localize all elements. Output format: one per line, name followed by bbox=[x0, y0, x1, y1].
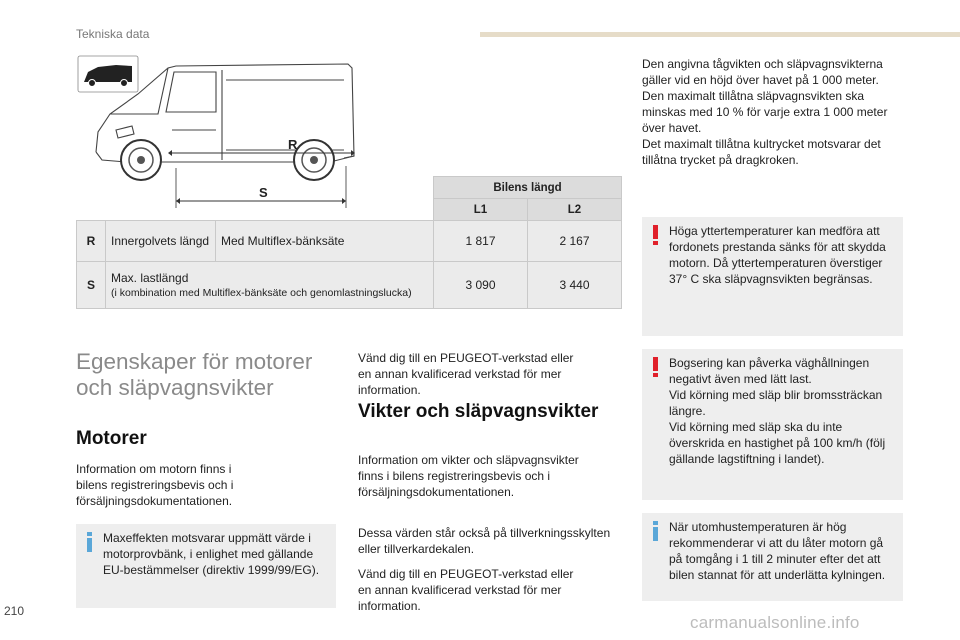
row-label: Max. lastlängd bbox=[111, 271, 189, 285]
table-row bbox=[77, 262, 622, 309]
page-number: 210 bbox=[4, 604, 25, 618]
altitude-text: Den angivna tågvikten och släpvagnsvikterna gäller vid en höjd över havet på 1 000 meter. Den maximalt tillåtna släpvagnsvikten ska minskas med 10 % för varje extra 1 000 meter över havet. Det maximalt tillåtna kultrycket motsvarar det tillåtna trycket på dragkroken. bbox=[642, 57, 888, 167]
warning-box-towing: Bogsering kan påverka väghållningen negativt även med lätt last. Vid körning med släp blir bromssträckan längre. Vid körning med släp ska du inte överskrida en hastighet på 100 km/h (följ gällande lagstiftning i landet). bbox=[642, 349, 903, 500]
row-value-l1: 3 090 bbox=[434, 262, 528, 309]
row-value-l1: 1 817 bbox=[434, 221, 528, 262]
row-value-l2: 3 440 bbox=[528, 262, 622, 309]
row-label: Innergolvets längd bbox=[106, 221, 216, 262]
van-icon bbox=[78, 56, 138, 92]
dimensions-table bbox=[76, 176, 622, 309]
row-code: R bbox=[77, 221, 106, 262]
row-sublabel: Med Multiflex-bänksäte bbox=[216, 221, 434, 262]
row-label-cell bbox=[106, 262, 434, 309]
info-box-motor: Maxeffekten motsvarar uppmätt värde i motorprovbänk, i enlighet med gällande EU-bestämmelser (direktiv 1999/99/EG). bbox=[76, 524, 336, 608]
weights-text: Information om vikter och släpvagnsvikter finns i bilens registreringsbevis och i försäljningsdokumentationen. bbox=[358, 453, 579, 499]
workshop-text-1: Vänd dig till en PEUGEOT-verkstad eller en annan kvalificerad verkstad för mer information. bbox=[358, 351, 574, 397]
info-box-cooling: När utomhustemperaturen är hög rekommenderar vi att du låter motorn gå på tomgång i 1 till 2 minuter efter det att bilen stannat för att underlätta kylningen. bbox=[642, 513, 903, 601]
header-title: Tekniska data bbox=[76, 27, 150, 41]
plate-text: Dessa värden står också på tillverkningsskylten eller tillverkardekalen. bbox=[358, 526, 611, 556]
row-value-l2: 2 167 bbox=[528, 221, 622, 262]
info-icon bbox=[650, 521, 661, 543]
motorer-text: Information om motorn finns i bilens registreringsbevis och i försäljningsdokumentationen. bbox=[76, 462, 234, 508]
dimension-s-label: S bbox=[259, 185, 268, 200]
info-icon bbox=[84, 532, 95, 554]
section-heading: Egenskaper för motorer och släpvagnsvikter bbox=[76, 349, 313, 400]
dimension-r-label: R bbox=[288, 137, 298, 152]
motorer-title: Motorer bbox=[76, 428, 147, 449]
workshop-text-2: Vänd dig till en PEUGEOT-verkstad eller en annan kvalificerad verkstad för mer information. bbox=[358, 567, 574, 613]
row-note: (i kombination med Multiflex-bänksäte och genomlastningslucka) bbox=[111, 287, 412, 299]
col-header-l1: L1 bbox=[434, 199, 528, 221]
table-row bbox=[77, 221, 622, 262]
table-group-header: Bilens längd bbox=[434, 177, 622, 199]
row-code: S bbox=[77, 262, 106, 309]
col-header-l2: L2 bbox=[528, 199, 622, 221]
warning-icon bbox=[650, 357, 661, 379]
watermark: carmanualsonline.info bbox=[690, 613, 860, 632]
header-bar bbox=[480, 32, 960, 37]
vikter-title: Vikter och släpvagnsvikter bbox=[358, 401, 599, 422]
front-wheel bbox=[121, 140, 161, 180]
warning-icon bbox=[650, 225, 661, 247]
warning-box-temperature: Höga yttertemperaturer kan medföra att fordonets prestanda sänks för att skydda motorn. Då yttertemperaturen överstiger 37° C ska släpvagnsvikten begränsas. bbox=[642, 217, 903, 336]
rear-wheel bbox=[294, 140, 334, 180]
